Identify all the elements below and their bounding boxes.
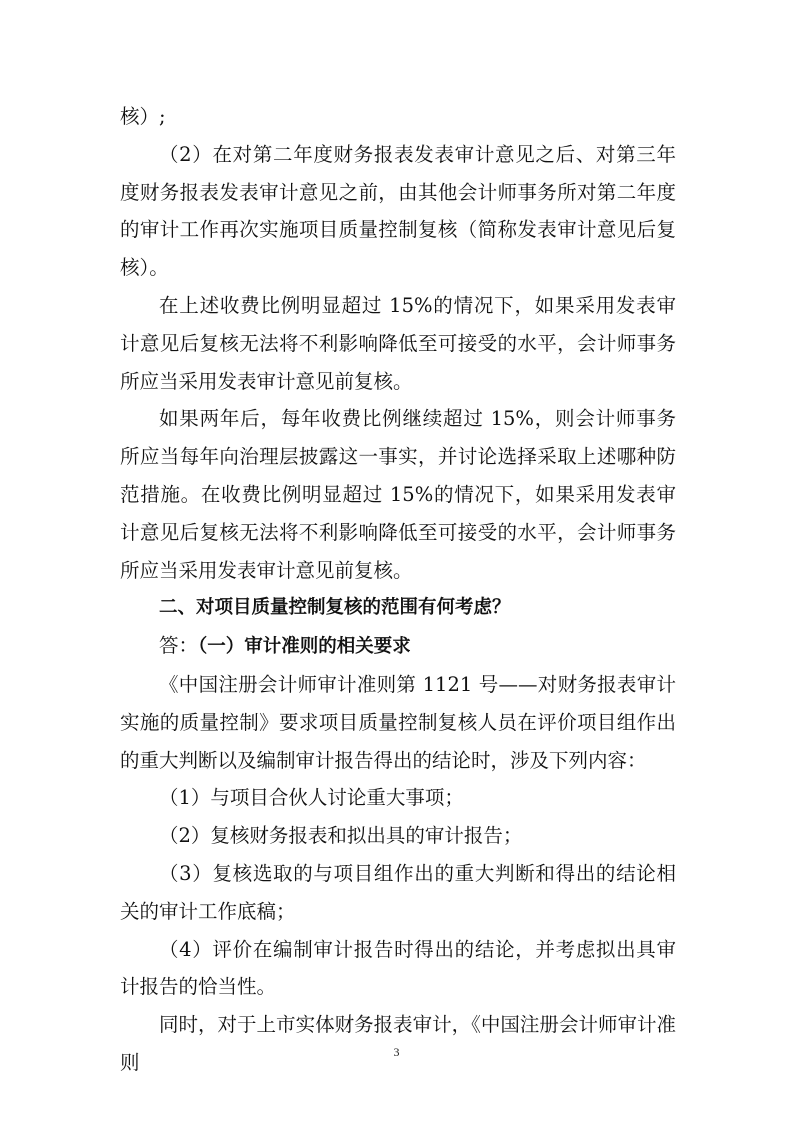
page-number: 3 [393,1045,400,1059]
answer-line [120,627,676,666]
answer-title: （一）审计准则的相关要求 [198,636,411,658]
list-item-4: （4）评价在编制审计报告时得出的结论，并考虑拟出具审计报告的恰当性。 [120,937,676,999]
page-body [120,98,676,1082]
list-item-3: （3）复核选取的与项目组作出的重大判断和得出的结论相关的审计工作底稿； [120,861,676,923]
paragraph-standard-intro: 《中国注册会计师审计准则第 1121 号——对财务报表审计实施的质量控制》要求项目质量控制复核人员在评价项目组作出的重大判断以及编制审计报告得出的结论时，涉及下列内容： [120,672,676,772]
paragraph-two-years: 如果两年后，每年收费比例继续超过 15%，则会计师事务所应当每年向治理层披露这一事实，并讨论选择采取上述哪种防范措施。在收费比例明显超过 15%的情况下，如果采用发表审计意见后复核无法将不利影响降低至可接受的水平，会计师事务所应当采用发表审计意见前复核。 [120,407,676,582]
paragraph-item-2: （2）在对第二年度财务报表发表审计意见之后、对第三年度财务报表发表审计意见之前，由其他会计师事务所对第二年度的审计工作再次实施项目质量控制复核（简称发表审计意见后复核）。 [120,142,676,280]
answer-label: 答： [159,634,199,658]
section-heading: 二、对项目质量控制复核的范围有何考虑？ [159,597,511,619]
list-item-2: （2）复核财务报表和拟出具的审计报告； [159,824,523,848]
paragraph-fee-ratio: 在上述收费比例明显超过 15%的情况下，如果采用发表审计意见后复核无法将不利影响降低至可接受的水平，会计师事务所应当采用发表审计意见前复核。 [120,293,676,393]
paragraph-continuation: 核）; [120,105,166,128]
list-item-1: （1）与项目合伙人讨论重大事项； [159,786,464,810]
paragraph-closing: 同时，对于上市实体财务报表审计，《中国注册会计师审计准则 [120,1013,676,1074]
